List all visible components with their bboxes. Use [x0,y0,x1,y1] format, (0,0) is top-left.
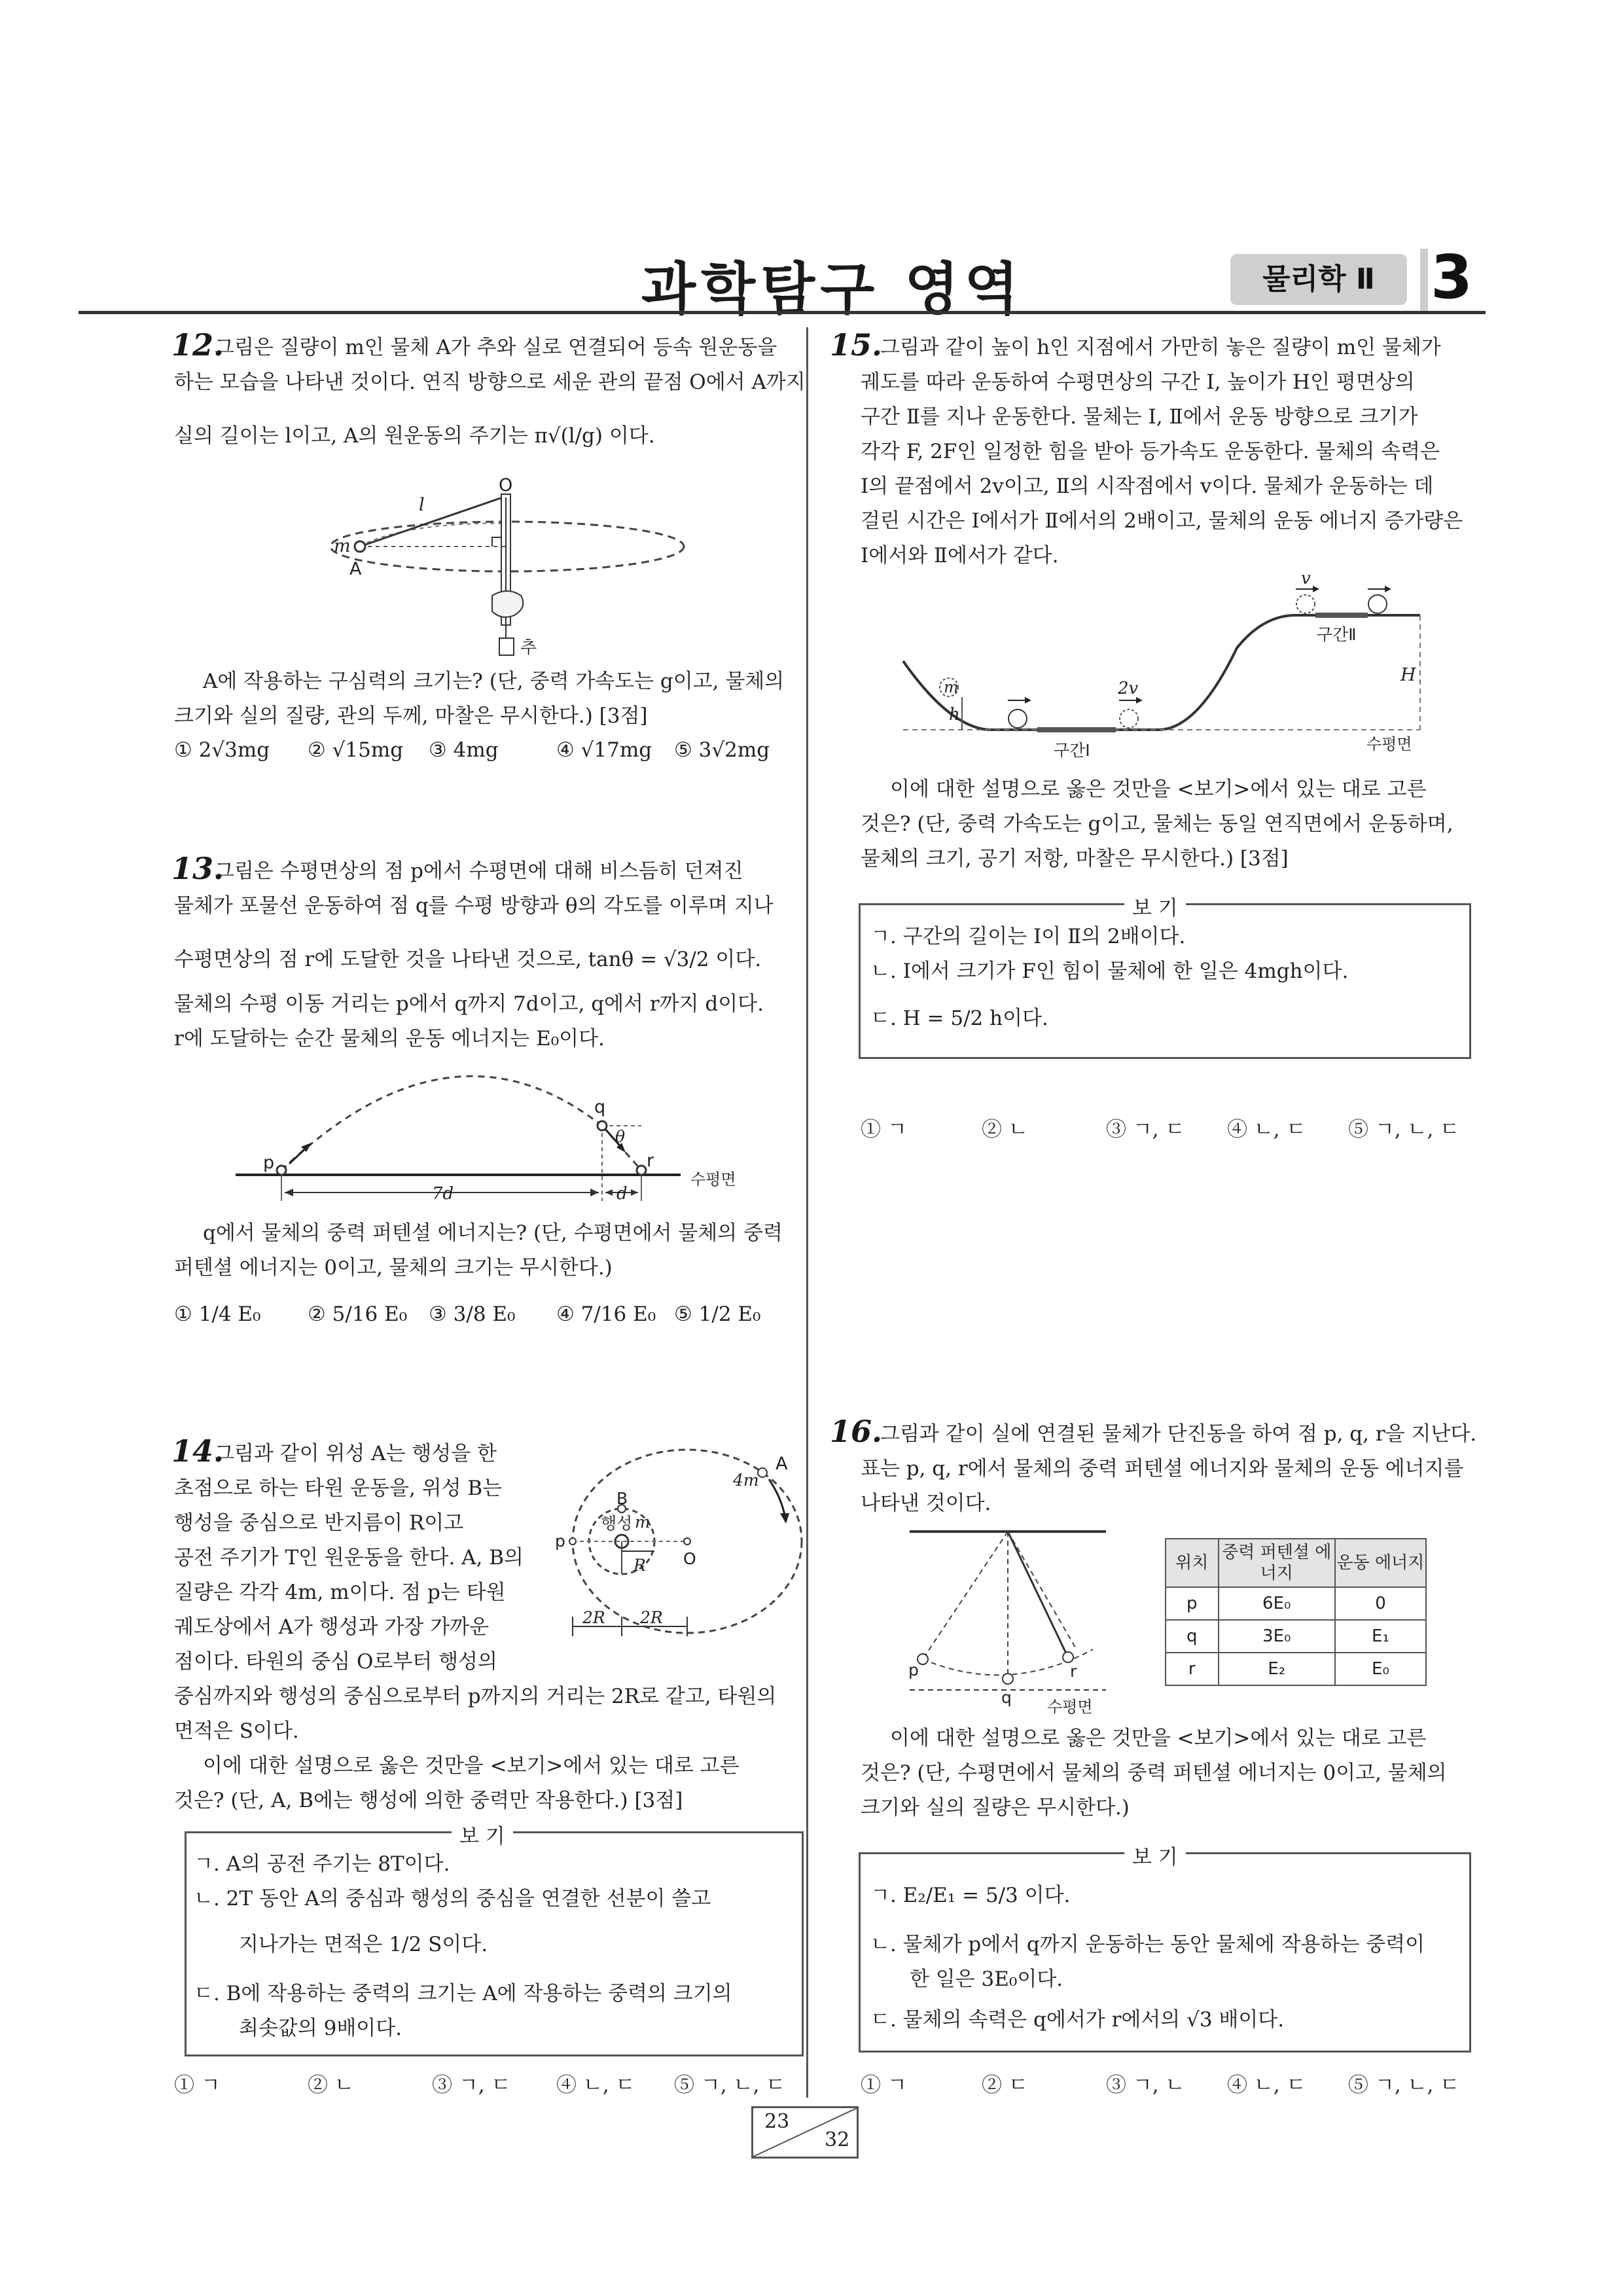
choice-3[interactable]: ③ ㄱ, ㄷ [1106,1118,1185,1141]
choice-4[interactable]: ④ ㄴ, ㄷ [556,2073,635,2097]
ground-label: 수평면 [1366,735,1412,753]
question-text: 걸린 시간은 Ⅰ에서가 Ⅱ에서의 2배이고, 물체의 운동 에너지 증가량은 [861,509,1463,533]
choice-5[interactable]: ⑤ ㄱ, ㄴ, ㄷ [1348,1118,1460,1141]
choice-1[interactable]: ① 2√3mg [174,738,270,762]
question-text: 물체가 포물선 운동하여 점 q를 수평 방향과 θ의 각도를 이루며 지나 [174,894,774,918]
question-text: 궤도를 따라 운동하여 수평면상의 구간 Ⅰ, 높이가 H인 평면상의 [861,370,1415,394]
choice-4[interactable]: ④ √17mg [556,738,652,762]
question-text: 하는 모습을 나타낸 것이다. 연직 방향으로 세운 관의 끝점 O에서 A까지 [174,370,806,394]
question-prompt: 이에 대한 설명으로 옳은 것만을 <보기>에서 있는 대로 고른 [890,1727,1427,1750]
choice-3[interactable]: ③ ㄱ, ㄴ [1106,2073,1185,2097]
column-divider [806,327,808,2098]
table-cell: q [1166,1620,1219,1653]
question-text: 구간 Ⅱ를 지나 운동한다. 물체는 Ⅰ, Ⅱ에서 운동 방향으로 크기가 [861,405,1418,429]
choice-1[interactable]: ① ㄱ [861,2073,907,2097]
choice-5[interactable]: ⑤ 3√2mg [674,738,770,762]
table-row [1166,1620,1426,1653]
bogi-item: ㄱ. 구간의 길이는 Ⅰ이 Ⅱ의 2배이다. [870,925,1186,948]
bogi-item: 지나가는 면적은 1/2 S이다. [239,1933,488,1956]
question-prompt: 이에 대한 설명으로 옳은 것만을 <보기>에서 있는 대로 고른 [203,1754,740,1778]
page-number: 3 [1431,242,1473,312]
bogi-item: 한 일은 3E₀이다. [910,1967,1063,1991]
question-number: 13. [171,851,224,886]
question-number: 12. [171,327,224,363]
question-prompt: 크기와 실의 질량, 관의 두께, 마찰은 무시한다.) [3점] [174,704,648,728]
question-prompt: 이에 대한 설명으로 옳은 것만을 <보기>에서 있는 대로 고른 [890,778,1427,801]
choice-4[interactable]: ④ ㄴ, ㄷ [1227,2073,1306,2097]
question-text: 물체의 수평 이동 거리는 p에서 q까지 7d이고, q에서 r까지 d이다. [174,992,764,1016]
question-text: 면적은 S이다. [174,1719,299,1743]
section-title: 과학탐구 영역 [641,257,1024,322]
point-q-label: q [1001,1688,1012,1707]
table-cell: 6E₀ [1219,1587,1335,1620]
bogi-item: ㄴ. Ⅰ에서 크기가 F인 힘이 물체에 한 일은 4mgh이다. [870,960,1349,983]
question-text: 실의 길이는 l이고, A의 원운동의 주기는 π√(l/g) 이다. [174,424,655,448]
question-number: 15. [830,327,883,363]
length-l-label: l [419,495,425,515]
point-p-label: p [263,1153,275,1173]
question-prompt: 크기와 실의 질량은 무시한다.) [861,1796,1130,1820]
orbit-figure [543,1440,805,1662]
table-cell: r [1166,1653,1219,1685]
choice-3[interactable]: ③ ㄱ, ㄷ [432,2073,511,2097]
choice-2[interactable]: ② ㄴ [982,1118,1028,1141]
track-figure [897,569,1459,766]
choice-1[interactable]: ① 1/4 E₀ [174,1302,261,1326]
current-page: 23 [764,2110,790,2133]
table-header: 위치 [1166,1539,1219,1587]
choice-1[interactable]: ① ㄱ [174,2073,221,2097]
mass-4m-label: 4m [733,1471,759,1490]
question-text: 그림과 같이 위성 A는 행성을 한 [215,1442,497,1465]
header-rule [79,311,1486,314]
height-H-label: H [1400,665,1416,685]
question-number: 14. [171,1433,224,1469]
table-cell: 3E₀ [1219,1620,1335,1653]
bogi-title: 보 기 [1124,891,1186,921]
bogi-item: ㄴ. 2T 동안 A의 중심과 행성의 중심을 연결한 선분이 쓸고 [194,1887,711,1910]
question-prompt: 것은? (단, 수평면에서 물체의 중력 퍼텐셜 에너지는 0이고, 물체의 [861,1761,1447,1785]
point-p-label: p [908,1660,919,1679]
choice-5[interactable]: ⑤ 1/2 E₀ [674,1302,761,1326]
bogi-item: ㄱ. E₂/E₁ = 5/3 이다. [870,1884,1071,1907]
total-pages: 32 [825,2128,850,2151]
satellite-a-label: A [776,1454,788,1474]
table-header: 운동 에너지 [1335,1539,1426,1587]
choice-2[interactable]: ② ㄷ [982,2073,1028,2097]
speed-2v-label: 2v [1118,679,1139,698]
planet-label: 행성 [601,1514,633,1533]
point-p-label: p [555,1532,565,1551]
question-text: 그림과 같이 높이 h인 지점에서 가만히 놓은 질량이 m인 물체가 [880,336,1441,359]
height-h-label: h [949,705,960,725]
question-text: 중심까지와 행성의 중심으로부터 p까지의 거리는 2R로 같고, 타원의 [174,1685,777,1708]
question-text: 각각 F, 2F인 일정한 힘을 받아 등가속도 운동한다. 물체의 속력은 [861,440,1440,463]
table-cell: E₂ [1219,1653,1335,1685]
bogi-item: ㄷ. H = 5/2 h이다. [870,1007,1048,1030]
question-text: 초점으로 하는 타원 운동을, 위성 B는 [174,1477,503,1500]
point-o-label: O [499,475,513,495]
question-prompt: 퍼텐셜 에너지는 0이고, 물체의 크기는 무시한다.) [174,1256,613,1280]
angle-theta-label: θ [615,1127,626,1146]
table-cell: E₀ [1335,1653,1426,1685]
choice-3[interactable]: ③ 4mg [429,738,499,762]
question-prompt: 것은? (단, 중력 가속도는 g이고, 물체는 동일 연직면에서 운동하며, [861,812,1454,836]
table-cell: E₁ [1335,1620,1426,1653]
radius-r-label: R [633,1556,646,1575]
weight-label: 추 [520,638,537,658]
subject-badge: 물리학 Ⅱ [1230,254,1407,305]
header-divider-block [1420,249,1428,311]
question-text: r에 도달하는 순간 물체의 운동 에너지는 E₀이다. [174,1027,605,1050]
point-r-label: r [1070,1662,1077,1681]
object-a-label: A [349,559,362,579]
satellite-b-label: B [616,1489,628,1508]
table-cell: 0 [1335,1587,1426,1620]
bogi-item: ㄷ. 물체의 속력은 q에서가 r에서의 √3 배이다. [870,2008,1285,2032]
question-text: 그림은 질량이 m인 물체 A가 추와 실로 연결되어 등속 원운동을 [215,336,777,359]
point-q-label: q [594,1097,606,1117]
question-text: 수평면상의 점 r에 도달한 것을 나타낸 것으로, tanθ = √3/2 이다. [174,948,762,971]
table-row [1166,1587,1426,1620]
choice-2[interactable]: ② ㄴ [308,2073,354,2097]
distance-2r-left-label: 2R [582,1608,605,1627]
bogi-title: 보 기 [452,1820,513,1849]
mass-m-label: m [334,536,351,556]
choice-4[interactable]: ④ ㄴ, ㄷ [1227,1118,1306,1141]
table-row [1166,1653,1426,1685]
distance-2r-right-label: 2R [640,1608,663,1627]
point-r-label: r [647,1151,654,1171]
table-cell: p [1166,1587,1219,1620]
ground-label: 수평면 [1047,1698,1093,1715]
distance-d-label: d [616,1184,628,1204]
choice-2[interactable]: ② 5/16 E₀ [308,1302,408,1326]
choice-1[interactable]: ① ㄱ [861,1118,907,1141]
question-prompt: q에서 물체의 중력 퍼텐셜 에너지는? (단, 수평면에서 물체의 중력 [203,1221,783,1245]
conical-pendulum-figure [321,458,687,661]
mass-m-label: m [944,678,959,696]
question-text: 공전 주기가 T인 원운동을 한다. A, B의 [174,1546,524,1570]
question-text: 행성을 중심으로 반지름이 R이고 [174,1511,464,1535]
section-1-label: 구간Ⅰ [1054,741,1090,760]
question-text: 점이다. 타원의 중심 O로부터 행성의 [174,1650,497,1674]
bogi-item: 최솟값의 9배이다. [239,2017,402,2040]
center-o-label: O [683,1549,696,1568]
question-prompt: 것은? (단, A, B에는 행성에 의한 중력만 작용한다.) [3점] [174,1789,683,1812]
question-text: Ⅰ에서와 Ⅱ에서가 같다. [861,544,1059,567]
choice-4[interactable]: ④ 7/16 E₀ [556,1302,656,1326]
choice-5[interactable]: ⑤ ㄱ, ㄴ, ㄷ [1348,2073,1460,2097]
choice-2[interactable]: ② √15mg [308,738,404,762]
pendulum-figure [897,1518,1132,1715]
bogi-item: ㄱ. A의 공전 주기는 8T이다. [194,1852,450,1876]
bogi-item: ㄷ. B에 작용하는 중력의 크기는 A에 작용하는 중력의 크기의 [194,1982,732,2005]
question-text: 표는 p, q, r에서 물체의 중력 퍼텐셜 에너지와 물체의 운동 에너지를 [861,1457,1464,1480]
choice-5[interactable]: ⑤ ㄱ, ㄴ, ㄷ [674,2073,786,2097]
mass-m-label: m [635,1513,651,1532]
question-prompt: A에 작용하는 구심력의 크기는? (단, 중력 가속도는 g이고, 물체의 [203,670,785,693]
speed-v-label: v [1301,569,1311,588]
question-text: 나타낸 것이다. [861,1492,991,1515]
table-header: 중력 퍼텐셜 에너지 [1219,1539,1335,1587]
section-2-label: 구간Ⅱ [1317,625,1357,644]
question-text: 궤도상에서 A가 행성과 가장 가까운 [174,1615,490,1639]
ground-label: 수평면 [690,1170,736,1189]
choice-3[interactable]: ③ 3/8 E₀ [429,1302,516,1326]
question-text: 질량은 각각 4m, m이다. 점 p는 타원 [174,1581,506,1604]
question-text: 그림과 같이 실에 연결된 물체가 단진동을 하여 점 p, q, r을 지난다. [880,1422,1477,1446]
distance-7d-label: 7d [432,1184,454,1204]
question-text: 그림은 수평면상의 점 p에서 수평면에 대해 비스듬히 던져진 [215,859,743,883]
question-prompt: 물체의 크기, 공기 저항, 마찰은 무시한다.) [3점] [861,847,1289,870]
bogi-item: ㄴ. 물체가 p에서 q까지 운동하는 동안 물체에 작용하는 중력이 [870,1933,1425,1956]
bogi-title: 보 기 [1124,1840,1186,1870]
question-text: Ⅰ의 끝점에서 2v이고, Ⅱ의 시작점에서 v이다. 물체가 운동하는 데 [861,475,1434,498]
energy-table [1165,1538,1427,1686]
question-number: 16. [830,1414,883,1449]
projectile-figure [236,1054,772,1214]
